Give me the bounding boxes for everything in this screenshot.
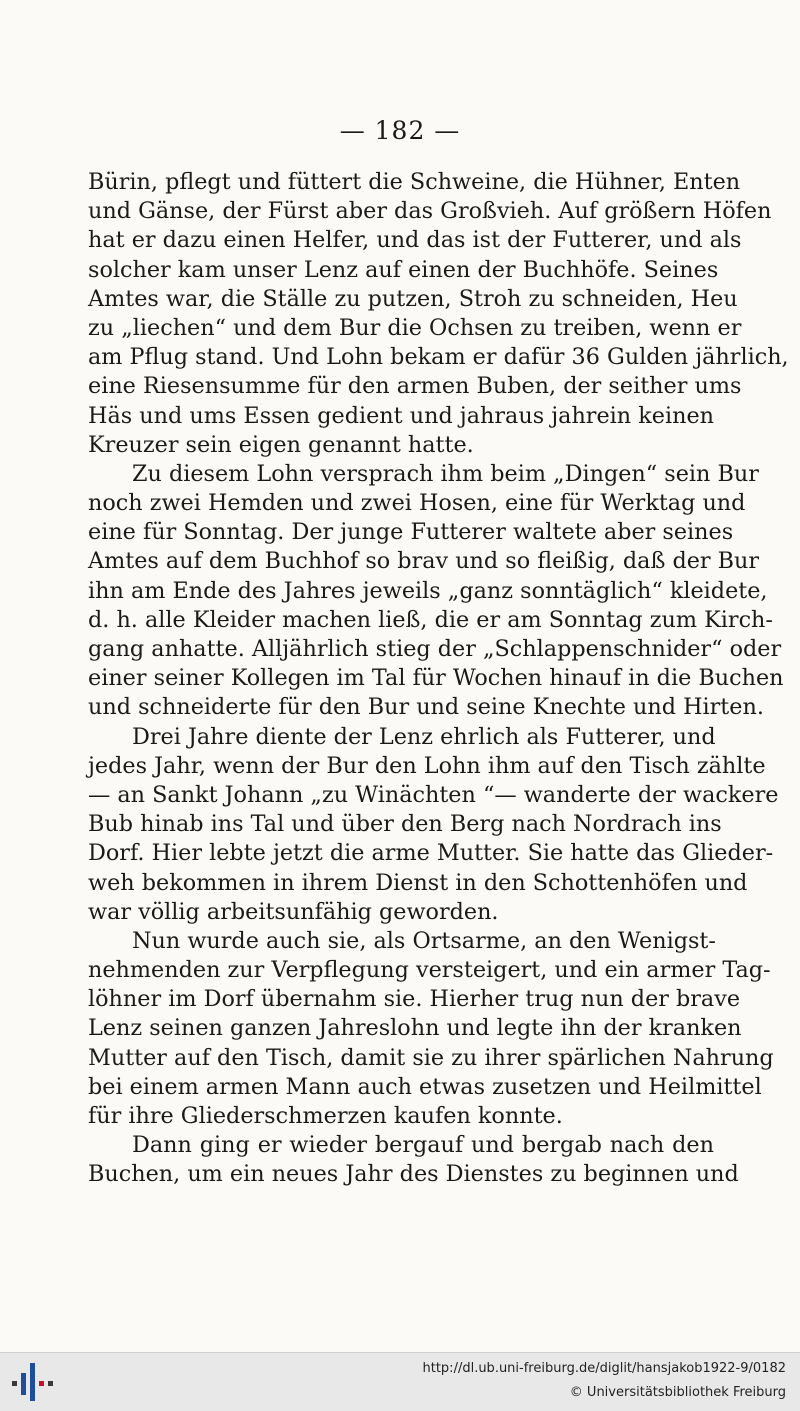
- text-line: Bürin, pflegt und füttert die Schweine, die Hühner, Enten: [88, 169, 741, 195]
- text-line: ihn am Ende des Jahres jeweils „ganz sonntäglich“ kleidete,: [88, 577, 768, 604]
- text-line: am Pflug stand. Und Lohn bekam er dafür 36 Gulden jährlich,: [88, 344, 789, 371]
- text-line: eine Riesensumme für den armen Buben, der seither ums: [88, 373, 742, 400]
- text-line: und schneiderte für den Bur und seine Knechte und Hirten.: [88, 694, 764, 721]
- text-line: Amtes auf dem Buchhof so brav und so fleißig, daß der Bur: [88, 548, 760, 575]
- text-line: Dann ging er wieder bergauf und bergab nach den: [132, 1132, 714, 1159]
- text-line: einer seiner Kollegen im Tal für Wochen hinauf in die Buchen: [88, 665, 784, 692]
- text-line: bei einem armen Mann auch etwas zusetzen und Heilmittel: [88, 1073, 762, 1100]
- text-line: gang anhatte. Alljährlich stieg der „Schlappenschnider“ oder: [88, 636, 782, 662]
- copyright-notice: © Universitätsbibliothek Freiburg: [569, 1385, 786, 1400]
- text-line: Dorf. Hier lebte jetzt die arme Mutter. Sie hatte das Glieder-: [88, 840, 774, 867]
- text-line: eine für Sonntag. Der junge Futterer waltete aber seines: [88, 519, 734, 546]
- text-line: Kreuzer sein eigen genannt hatte.: [88, 431, 474, 458]
- text-line: noch zwei Hemden und zwei Hosen, eine für Werktag und: [88, 490, 746, 517]
- body-text: [88, 168, 789, 1190]
- text-line: Bub hinab ins Tal und über den Berg nach Nordrach ins: [88, 811, 722, 838]
- text-line: Zu diesem Lohn versprach ihm beim „Dingen“ sein Bur: [132, 460, 759, 487]
- text-line: nehmenden zur Verpflegung versteigert, und ein armer Tag-: [88, 957, 771, 984]
- text-line: löhner im Dorf übernahm sie. Hierher trug nun der brave: [88, 986, 741, 1013]
- text-line: Häs und ums Essen gedient und jahraus jahrein keinen: [88, 402, 714, 429]
- text-line: zu „liechen“ und dem Bur die Ochsen zu treiben, wenn er: [88, 314, 742, 341]
- text-line: Buchen, um ein neues Jahr des Dienstes zu beginnen und: [88, 1161, 739, 1188]
- text-line: weh bekommen in ihrem Dienst in den Schottenhöfen und: [88, 869, 748, 896]
- text-line: Nun wurde auch sie, als Ortsarme, an den Wenigst-: [132, 927, 716, 954]
- text-line: für ihre Gliederschmerzen kaufen konnte.: [88, 1103, 563, 1129]
- ub-freiburg-logo-icon: [10, 1361, 54, 1403]
- text-line: — an Sankt Johann „zu Winächten “— wanderte der wackere: [88, 781, 779, 808]
- text-line: solcher kam unser Lenz auf einen der Buchhöfe. Seines: [88, 256, 719, 283]
- footer-bar: [0, 1352, 800, 1411]
- page-number: — 182 —: [339, 116, 461, 145]
- text-line: Mutter auf den Tisch, damit sie zu ihrer spärlichen Nahrung: [88, 1044, 774, 1071]
- text-line: Drei Jahre diente der Lenz ehrlich als Futterer, und: [132, 723, 716, 750]
- source-url[interactable]: http://dl.ub.uni-freiburg.de/diglit/hansjakob1922-9/0182: [422, 1361, 786, 1376]
- text-line: hat er dazu einen Helfer, und das ist der Futterer, und als: [88, 227, 742, 254]
- text-line: und Gänse, der Fürst aber das Großvieh. Auf größern Höfen: [88, 198, 772, 225]
- text-line: war völlig arbeitsunfähig geworden.: [88, 898, 499, 925]
- text-line: jedes Jahr, wenn der Bur den Lohn ihm auf den Tisch zählte: [88, 752, 766, 779]
- text-line: d. h. alle Kleider machen ließ, die er am Sonntag zum Kirch-: [88, 606, 773, 633]
- text-line: Lenz seinen ganzen Jahreslohn und legte ihn der kranken: [88, 1015, 742, 1042]
- text-line: Amtes war, die Ställe zu putzen, Stroh zu schneiden, Heu: [88, 285, 738, 312]
